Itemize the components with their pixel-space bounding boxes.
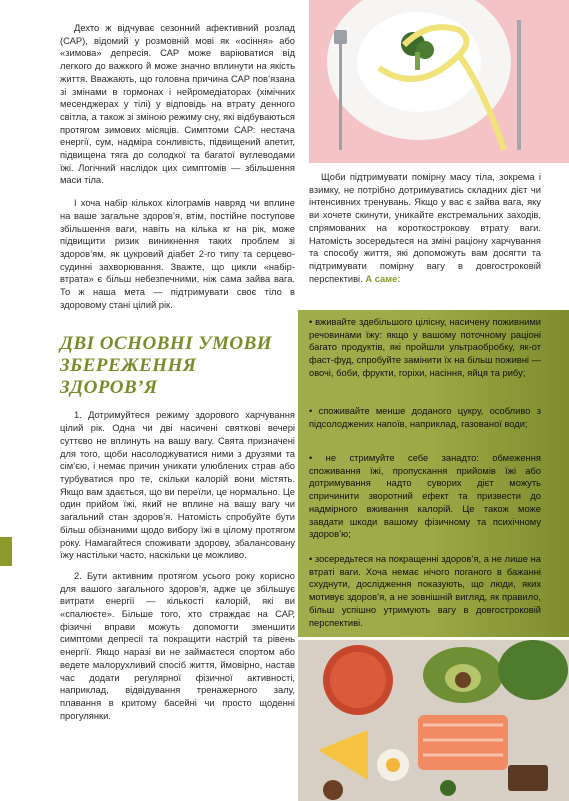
- tip-item: • не стримуйте себе занадто: обмеження споживання їжі, пропускання прийомів їжі або дотримування надто суворих дієт можуть спричинити зворотний ефект та призвести до надмірного вживання калорій. Це також може завдати шкоди вашому фізичному та психічному здоров’ю;: [309, 453, 541, 540]
- section-heading: ДВІ ОСНОВНІ УМОВИ ЗБЕРЕЖЕННЯ ЗДОРОВ’Я: [60, 333, 273, 399]
- right-column: [309, 171, 541, 285]
- left-column: [60, 22, 295, 722]
- tip-item: • споживайте менше доданого цукру, особливо з підсолоджених напоїв, наприклад, газованої води;: [309, 406, 541, 429]
- accent-label: А саме:: [365, 273, 401, 284]
- tip-item: • зосередьтеся на покращенні здоров’я, а не лише на втраті ваги. Хоча немає нічого поганого в бажанні схуднути, дослідження показують, що люди, яких мотивує здоров’я, а не зовнішній вигляд, як правило, більш успішно утримують вагу в довгостроковій перспективі.: [309, 554, 541, 628]
- right-intro-paragraph: [309, 171, 541, 285]
- condition-2-paragraph: 2. Бути активним протягом усього року корисно для вашого загального здоров’я, адже це збільшує витрати енергії — кількості калорій, які ви «спалюєте». Більше того, хто страждає на САР, фізичні вправи можуть допомогти зменшити симптоми депресії та покращити настрій та рівень енергії. Якщо наразі ви не займаєтеся спортом або ведете малорухливий спосіб життя, ймовірно, настав час додати регулярної фізичної активності, наприклад, відвідування тренажерного залу, плавання в критому басейні чи просто щоденні прогулянки.: [60, 570, 295, 721]
- tip-item: • вживайте здебільшого цілісну, насичену поживними речовинами їжу: якщо у вашому поточному раціоні багато продуктів, які пройшли ультраобробку, як-от фаст-фуд, спробуйте замінити їх на більш поживні — овочі, боби, фрукти, горіхи, насіння, яйця та рибу;: [309, 317, 541, 378]
- condition-1-paragraph: 1. Дотримуйтеся режиму здорового харчування цілий рік. Одна чи дві насичені святкові вечері суттєво не вплинуть на вашу вагу. Свята призначені для того, щоби насолоджуватися ними з друзями та сім’єю, і немає причин уникати улюблених страв або турбуватися про те, скільки калорій вони містять. Якщо вам здається, що ви переїли, це нормально. Це один прийом їжі, який не вплине на вашу вагу чи загальний стан здоров’я. Натомість спробуйте бути більш обізнаними щодо вибору їжі в цілому протягом року. Намагайтеся споживати здорову, збалансовану їжу настільки часто, наскільки це можливо.: [60, 410, 295, 561]
- intro-paragraph: Дехто ж відчуває сезонний афективний розлад (САР), відомий у розмовній мові як «осіння» або «зимова» депресія. САР може варіюватися від легкого до важкого й може значно вплинути на якість життя. Вважають, що головна причина САР пов’язана зі змінами в гормонах і нейромедіаторах (хімічних месенджерах у тілі) у відповідь на втрату денного світла, а також зі зміною режиму сну, які відбуваються протягом зимових місяців. Симптоми САР: нестача енергії, сум, надміра сонливість, підвищений апетит, підвищена тяга до солодкої та багатої вуглеводами їжі. Логічний наслідок цих симптомів — збільшення маси тіла.: [60, 23, 295, 186]
- sidebar-tab: [0, 537, 12, 566]
- right-intro-text: Щоби підтримувати помірну масу тіла, зокрема і взимку, не потрібно дотримуватись складних дієт чи інтенсивних тренувань. Якщо у вас є зайва вага, яку ви хочете скинути, уникайте екстремальних заходів, спрямованих на короткострокову втрату ваги. Натомість зосередьтеся на зміні раціону харчування та способу життя, які допоможуть вам досягти та підтримувати помірну вагу в довгостроковій перспективі.: [309, 172, 541, 284]
- weight-paragraph: І хоча набір кількох кілограмів навряд чи вплине на ваше загальне здоров’я, втім, постійне поступове збільшення ваги, навіть на кілька кг на рік, може підвищити ризик виникнення таких проблем зі здоров’ям, як цукровий діабет 2-го типу та серцево-судинні захворювання. Зважте, що цикли «набір-втрата» є більш небезпечними, ніж сама зайва вага. То ж наша мета — підтримувати своє тіло в здоровому стані цілий рік.: [60, 198, 295, 310]
- plate-with-tape-measure-photo: [309, 0, 569, 163]
- healthy-food-photo: [298, 640, 569, 801]
